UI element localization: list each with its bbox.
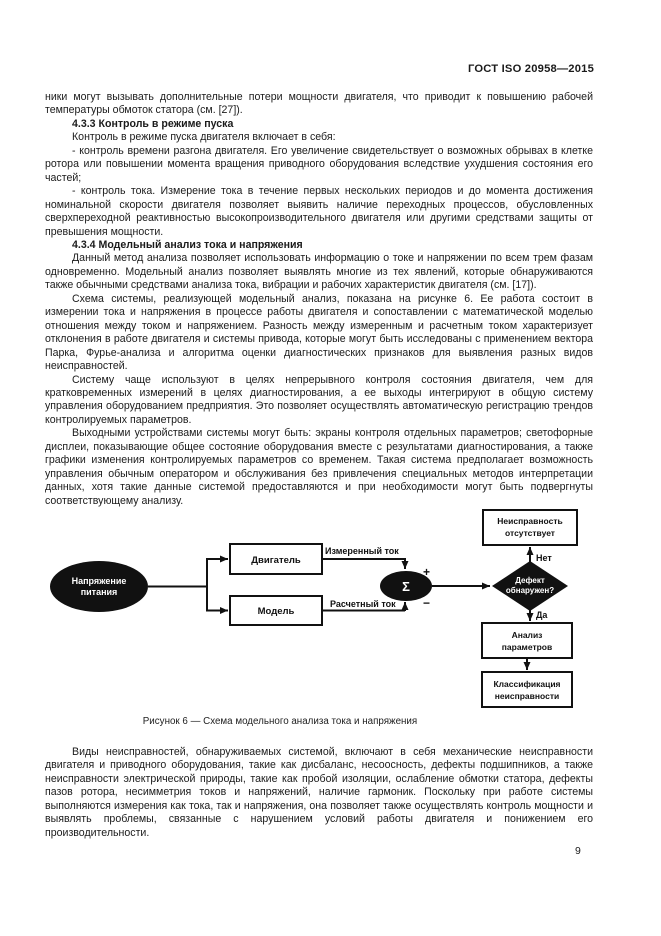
document-header: ГОСТ ISO 20958—2015 xyxy=(467,63,594,75)
sigma-symbol: Σ xyxy=(402,579,410,594)
yes-branch-label: Да xyxy=(536,610,548,620)
no-fault-label-line2: отсутствует xyxy=(505,528,555,538)
body-text-after-figure xyxy=(45,746,593,840)
calculated-current-label: Расчетный ток xyxy=(330,599,396,609)
parameter-analysis-label-line2: параметров xyxy=(501,642,553,652)
defect-question-line2: обнаружен? xyxy=(505,586,555,595)
defect-question-line1: Дефект xyxy=(515,576,545,585)
paragraph-continuation: ники могут вызывать дополнительные потери мощности двигателя, что приводит к повышению рабочей температуры обмоток статора (см. [27]). xyxy=(45,91,593,117)
parameter-analysis-box xyxy=(482,623,572,658)
paragraph: Виды неисправностей, обнаруживаемых системой, включают в себя механические неисправности двигателя и приводного оборудования, такие как дисбаланс, несоосность, дефекты подшипников, а также неисправности электрической природы, такие как пробой изоляции, ослабление обмотки статора, дефекты пазов ротора, несимметрия токов и напряжений, наличие гармоник. Поскольку при работе системы выполняются измерения как тока, так и напряжения, она позволяет также осуществлять контроль мощности и выявлять проблемы, связанные с нарушением условий работы двигателя и понижением его производительности. xyxy=(45,746,593,839)
paragraph: - контроль тока. Измерение тока в течение первых нескольких периодов и до момента достижения номинальной скорости двигателя позволяет выявить наличие переходных процессов, обусловленных сверхпереходной реактивностью высокопроизводительного двигателя или другими средствами защиты от превышения мощности. xyxy=(45,185,593,238)
paragraph: Систему чаще используют в целях непрерывного контроля состояния двигателя, чем для кратковременных измерений в целях диагностирования, а ее выходы интегрируют в общую систему управления оборудованием предприятия. Это позволяет осуществлять автоматическую регистрацию трендов контролируемых параметров. xyxy=(45,373,593,426)
minus-sign: − xyxy=(423,596,431,610)
paragraph: Контроль в режиме пуска двигателя включает в себя: xyxy=(72,131,336,144)
paragraph: Данный метод анализа позволяет использовать информацию о токе и напряжении по всем трем фазам одновременно. Модельный анализ позволяет выявлять многие из тех явлений, которые обнаруживаются также обычными средствами анализа тока, вибрации и рабочих характеристик двигателя (см. [17]). xyxy=(45,252,593,292)
no-branch-label: Нет xyxy=(536,553,552,563)
supply-voltage-label-line2: питания xyxy=(80,587,118,597)
motor-label: Двигатель xyxy=(251,555,301,566)
fault-classification-label-line1: Классификация xyxy=(493,679,561,689)
section-heading-4-3-3: 4.3.3 Контроль в режиме пуска xyxy=(72,117,234,130)
parameter-analysis-label-line1: Анализ xyxy=(511,630,543,640)
body-text xyxy=(45,91,593,508)
measured-current-label: Измеренный ток xyxy=(325,546,399,556)
figure-caption: Рисунок 6 — Схема модельного анализа тока и напряжения xyxy=(142,716,418,727)
fault-classification-box xyxy=(482,672,572,707)
figure-6-diagram xyxy=(0,508,661,713)
page-number: 9 xyxy=(575,845,581,857)
plus-sign: + xyxy=(423,565,431,579)
section-heading-4-3-4: 4.3.4 Модельный анализ тока и напряжения xyxy=(72,238,303,251)
paragraph: Выходными устройствами системы могут быть: экраны контроля отдельных параметров; светофорные дисплеи, показывающие общее состояние оборудования вместе с результатами диагностирования, а также графики изменения контролируемых параметров со временем. Такая система предполагает возможность управления обычным оператором и обслуживания без привлечения специальных методов интерпретации данных, хотя такие данные системой предоставляются и при необходимости могут быть подвергнуты соответствующему анализу. xyxy=(45,427,593,507)
fault-classification-label-line2: неисправности xyxy=(494,691,560,701)
paragraph: Схема системы, реализующей модельный анализ, показана на рисунке 6. Ее работа состоит в измерении тока и напряжения в процессе работы двигателя и сопоставлении с математической моделью отношения между током и напряжением. Разность между измеренным и расчетным током характеризует отклонения в работе двигателя и системы привода, которые могут быть исследованы с применением вектора Парка, Фурье-анализа и алгоритма оценки диагностических признаков для выявления разных видов неисправностей. xyxy=(45,292,593,373)
model-label: Модель xyxy=(257,606,295,617)
supply-voltage-label-line1: Напряжение xyxy=(71,576,127,586)
no-fault-label-line1: Неисправность xyxy=(497,516,563,526)
paragraph: - контроль времени разгона двигателя. Его увеличение свидетельствует о возможных обрывах в клетке ротора или повышении момента вращения приводного оборудования вследствие ухудшения состояния его частей; xyxy=(45,144,593,184)
